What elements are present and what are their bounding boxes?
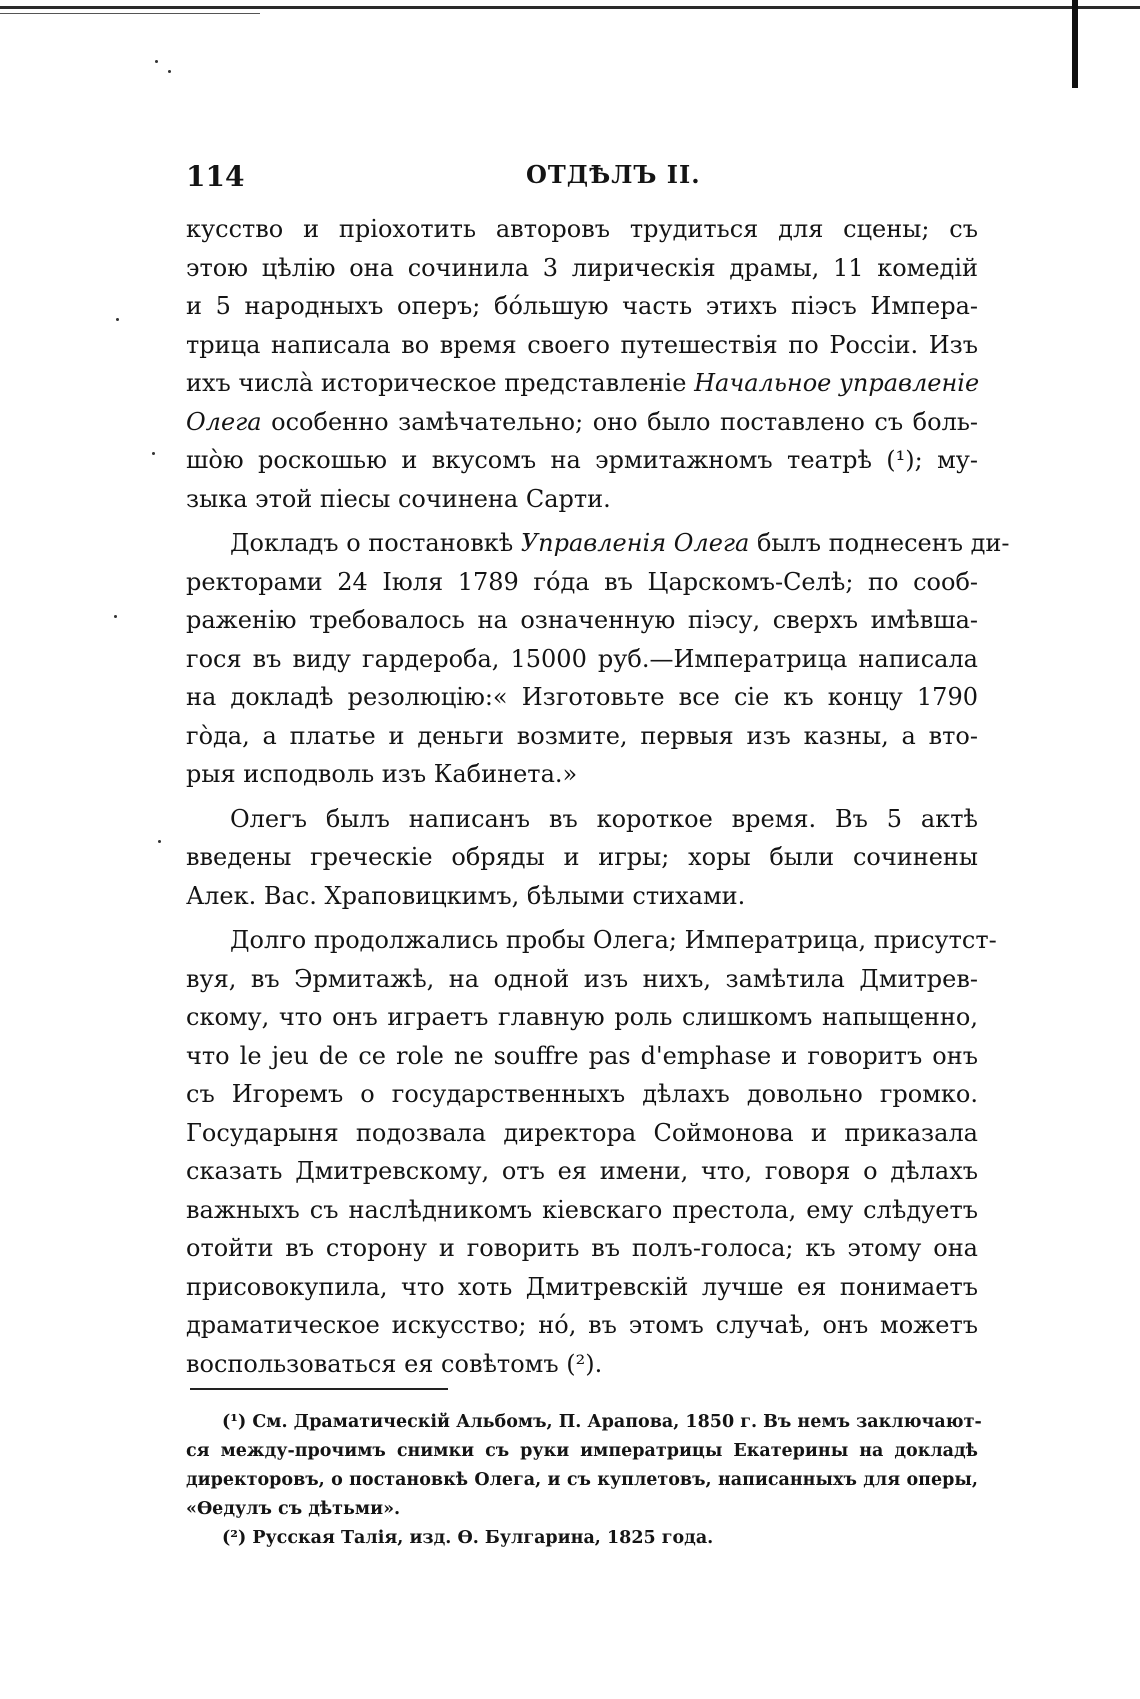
text-line: на докладѣ резолюцію:« Изготовьте все сіе къ концу 1790 (186, 683, 978, 711)
paragraph (186, 921, 997, 1383)
scan-speck (155, 60, 158, 63)
footnote-line: (²) Русская Талія, изд. Ѳ. Булгарина, 1825 года. (222, 1528, 714, 1548)
text-line: Долго продолжались пробы Олега; Императрица, присутст- (230, 926, 997, 954)
text-line: сказать Дмитревскому, отъ ея имени, что, говоря о дѣлахъ (186, 1157, 978, 1185)
text-line: Олега особенно замѣчательно; оно было поставлено съ боль- (186, 407, 978, 436)
text-line: присовокупила, что хоть Дмитревскій лучше ея понимаетъ (186, 1272, 978, 1301)
main-text (186, 210, 1010, 1389)
scan-speck (152, 452, 155, 455)
text-line: воспользоваться ея совѣтомъ (²). (186, 1349, 603, 1378)
footnotes (186, 1408, 982, 1553)
text-line: Олегъ былъ написанъ въ короткое время. Въ 5 актѣ (230, 804, 978, 833)
footnote (186, 1408, 982, 1524)
text-line: драматическое искусство; нó, въ этомъ случаѣ, онъ можетъ (186, 1311, 978, 1339)
text-line: шòю роскошью и вкусомъ на эрмитажномъ театрѣ (¹); му- (186, 446, 978, 474)
scan-speck (168, 70, 171, 73)
text-line: ректорами 24 Іюля 1789 гóда въ Царскомъ-Селѣ; по сооб- (186, 567, 978, 596)
top-edge-rule-thin (0, 13, 260, 14)
footnote (186, 1524, 978, 1553)
text-line: Алек. Вас. Храповицкимъ, бѣлыми стихами. (186, 881, 746, 910)
top-edge-rule (0, 6, 1140, 9)
paragraph (186, 524, 1010, 794)
text-line: зыка этой піесы сочинена Сарти. (186, 484, 611, 513)
text-line: этою цѣлію она сочинила 3 лирическія драмы, 11 комедій (186, 253, 978, 282)
footnote-rule (190, 1388, 448, 1390)
footnote-line: ся между-прочимъ снимки съ руки императрицы Екатерины на докладѣ (186, 1441, 978, 1461)
scan-speck (114, 615, 117, 618)
scan-speck (116, 318, 119, 321)
text-line: гося въ виду гардероба, 15000 руб.—Императрица написала (186, 644, 978, 673)
text-line: важныхъ съ наслѣдникомъ кіевскаго престола, ему слѣдуетъ (186, 1195, 978, 1224)
text-line: съ Игоремъ о государственныхъ дѣлахъ довольно громко. (186, 1080, 978, 1108)
text-line: трица написала во время своего путешествія по Россіи. Изъ (186, 330, 978, 359)
page-header (186, 160, 978, 196)
binding-edge-mark (1072, 0, 1078, 88)
text-line: Государыня подозвала директора Соймонова и приказала (186, 1118, 978, 1147)
text-line: и 5 народныхъ оперъ; бóльшую часть этихъ піэсъ Импера- (186, 292, 978, 320)
text-line: гòда, а платье и деньги возмите, первыя изъ казны, а вто- (186, 721, 978, 750)
text-line: кусство и пріохотить авторовъ трудиться для сцены; съ (186, 215, 978, 243)
text-line: рыя исподволь изъ Кабинета.» (186, 760, 578, 788)
text-line: раженію требовалось на означенную піэсу, сверхъ имѣвша- (186, 606, 978, 634)
text-line: ихъ числà историческое представленіе Начальное управленіе (186, 369, 980, 397)
text-line: отойти въ сторону и говорить въ полъ-голоса; къ этому она (186, 1234, 978, 1262)
text-line: введены греческіе обряды и игры; хоры были сочинены (186, 843, 978, 871)
scan-speck (158, 840, 161, 843)
text-line: что le jeu de ce role ne souffre pas d'emphase и говоритъ онъ (186, 1041, 978, 1070)
text-line: вуя, въ Эрмитажѣ, на одной изъ нихъ, замѣтила Дмитрев- (186, 964, 978, 993)
paragraph (186, 800, 978, 916)
footnote-line: директоровъ, о постановкѣ Олега, и съ куплетовъ, написанныхъ для оперы, (186, 1470, 978, 1490)
footnote-line: (¹) См. Драматическій Альбомъ, П. Арапова, 1850 г. Въ немъ заключают- (222, 1412, 982, 1432)
footnote-line: «Ѳедулъ съ дѣтьми». (186, 1499, 401, 1519)
paragraph (186, 210, 978, 518)
text-line: скому, что онъ играетъ главную роль слишкомъ напыщенно, (186, 1003, 978, 1031)
running-head: ОТДѢЛЪ II. (526, 160, 701, 189)
text-line: Докладъ о постановкѣ Управленія Олега былъ поднесенъ ди- (230, 529, 1010, 557)
page-number: 114 (186, 160, 245, 193)
